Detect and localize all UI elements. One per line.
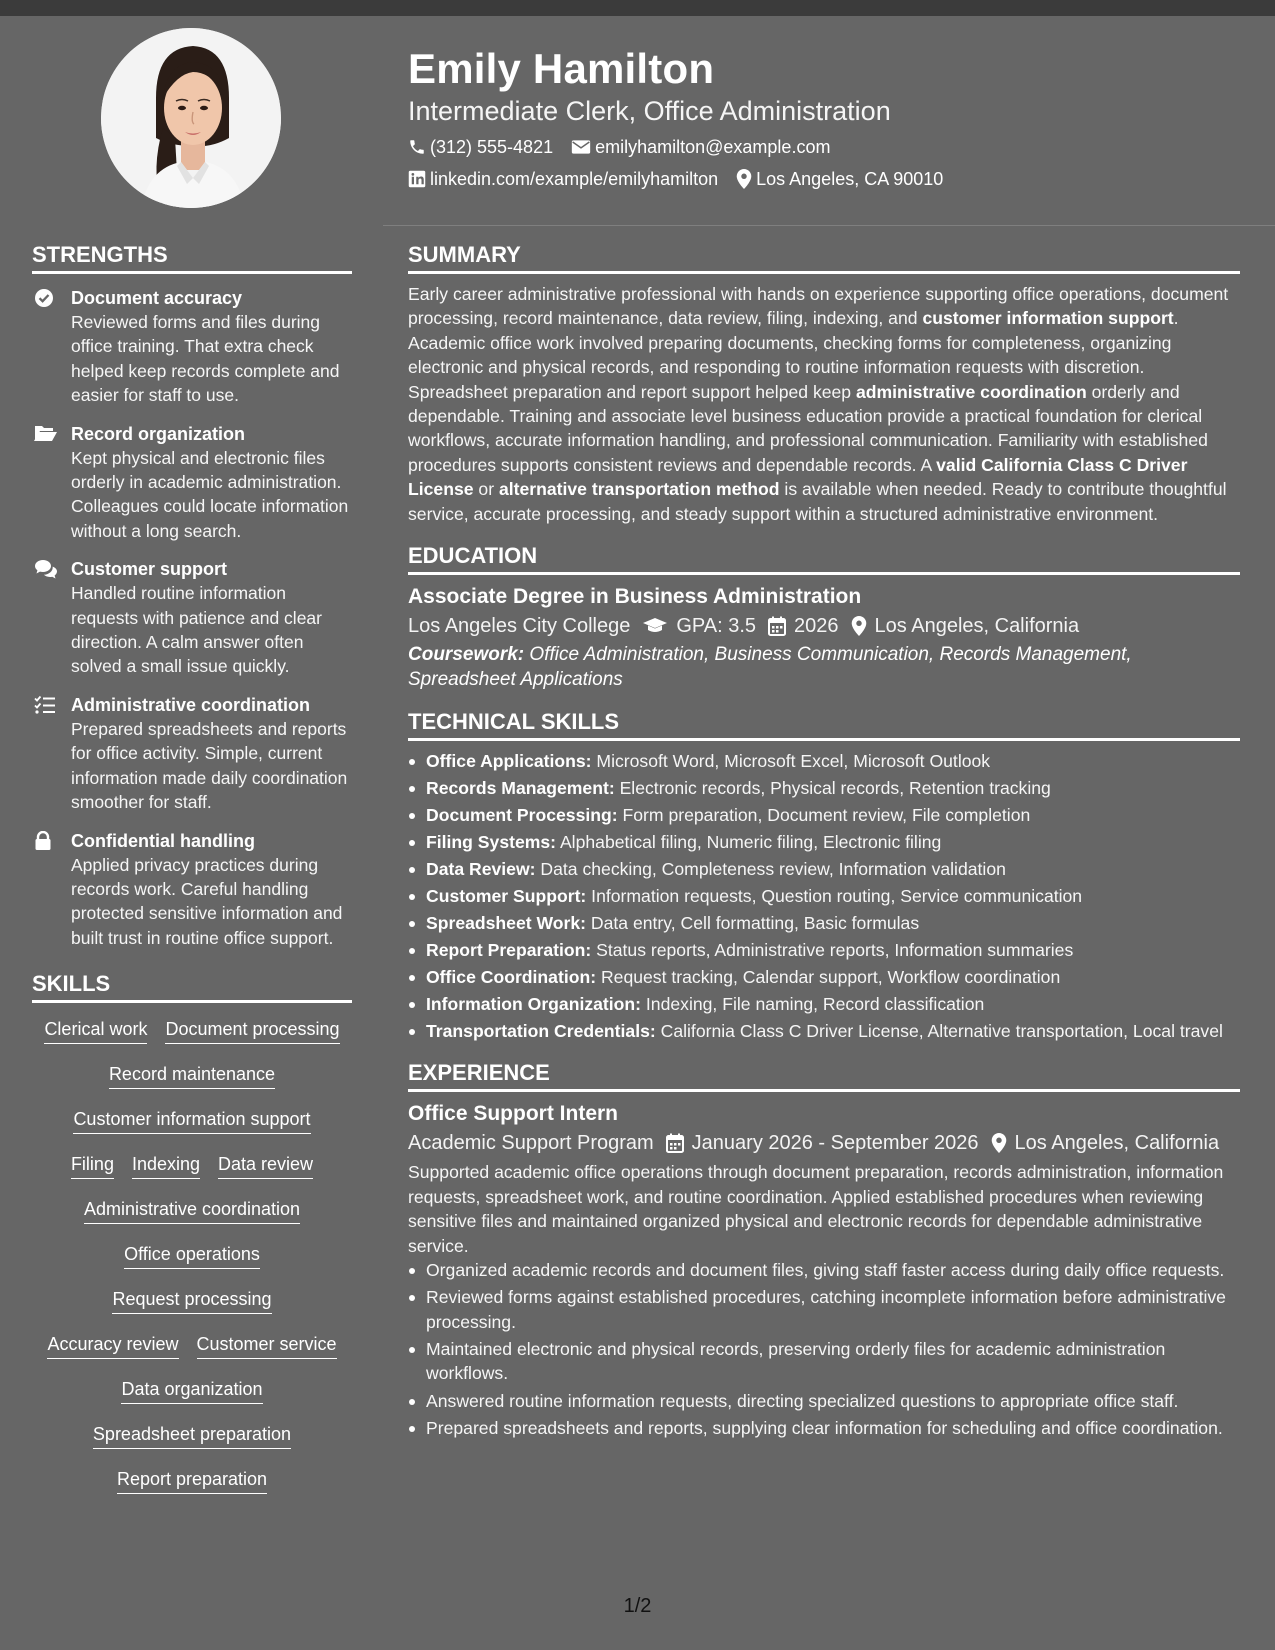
- strength-text: Reviewed forms and files during office training. That extra check helped keep records complete and easier for staff to use.: [71, 312, 340, 406]
- skills-rule: [32, 1000, 352, 1003]
- list-item: [408, 1019, 1240, 1043]
- gpa-text: GPA: 3.5: [676, 615, 757, 638]
- strength-title: Confidential handling: [71, 830, 255, 851]
- linkedin-contact[interactable]: [408, 167, 718, 191]
- skill-values: Data checking, Completeness review, Information validation: [535, 859, 1006, 880]
- skill-category: Data Review:: [426, 859, 536, 880]
- skill-tag: Document processing: [165, 1017, 339, 1044]
- list-item: [408, 857, 1240, 881]
- employment-dates: January 2026 - September 2026: [691, 1132, 979, 1155]
- location-contact: [736, 167, 943, 191]
- experience-location-item: [991, 1128, 1220, 1158]
- contact-row-2: [408, 167, 1228, 191]
- list-item: Reviewed forms against established procedures, catching incomplete information before administrative processing.: [408, 1285, 1240, 1334]
- list-item: [408, 749, 1240, 773]
- skill-row: [32, 1242, 352, 1274]
- skill-category: Filing Systems:: [426, 832, 557, 853]
- profile-photo: [101, 28, 281, 208]
- skill-row: [32, 1467, 352, 1499]
- strengths-section: [32, 241, 352, 950]
- skill-tag: Request processing: [112, 1287, 271, 1314]
- skill-tag: Administrative coordination: [84, 1197, 300, 1224]
- summary-segment: is available when needed. Ready to contribute thoughtful service, accurate processing, and steady support within a structured administrative environment.: [408, 479, 1227, 524]
- strength-title: Document accuracy: [71, 288, 243, 308]
- skill-values: Request tracking, Calendar support, Workflow coordination: [596, 967, 1061, 988]
- lock-icon: [34, 831, 52, 851]
- skill-category: Office Applications:: [426, 751, 592, 772]
- strength-text: Applied privacy practices during records work. Careful handling protected sensitive information and built trust in routine office support.: [71, 854, 343, 948]
- coursework-list: Office Administration, Business Communication, Records Management, Spreadsheet Applications: [408, 644, 1132, 690]
- list-item: [408, 830, 1240, 854]
- education-section: [408, 542, 1240, 692]
- skill-row: [32, 1287, 352, 1319]
- coursework-label: Coursework:: [408, 644, 525, 666]
- gpa-item: [642, 611, 756, 641]
- list-item: [408, 992, 1240, 1016]
- list-item: [408, 911, 1240, 935]
- skill-values: Data entry, Cell formatting, Basic formulas: [586, 913, 920, 934]
- strength-item: [32, 286, 352, 408]
- map-pin-icon: [991, 1133, 1007, 1153]
- skill-tag: Filing: [71, 1152, 114, 1179]
- linkedin-icon: [408, 170, 426, 188]
- map-pin-icon: [736, 169, 752, 189]
- skill-tag: Indexing: [132, 1152, 200, 1179]
- summary-keyword: customer information support: [922, 308, 1174, 329]
- strength-item: [32, 557, 352, 679]
- skill-category: Document Processing:: [426, 805, 618, 826]
- list-item: Prepared spreadsheets and reports, supplying clear information for scheduling and office coordination.: [408, 1416, 1240, 1440]
- list-item: [408, 965, 1240, 989]
- education-heading: EDUCATION: [408, 543, 538, 569]
- email-contact[interactable]: [571, 135, 830, 159]
- skills-section: [32, 970, 352, 1499]
- coursework: [408, 643, 1240, 692]
- header-divider: [383, 225, 1275, 226]
- skill-category: Transportation Credentials:: [426, 1021, 656, 1042]
- education-location: Los Angeles, California: [874, 615, 1080, 638]
- map-pin-icon: [851, 616, 867, 636]
- candidate-title: Intermediate Clerk, Office Administration: [408, 96, 891, 126]
- strength-title: Record organization: [71, 423, 246, 444]
- skill-row: [32, 1107, 352, 1139]
- skill-values: Status reports, Administrative reports, Information summaries: [591, 940, 1074, 961]
- strength-title: Administrative coordination: [71, 694, 311, 715]
- top-bar: [0, 0, 1275, 16]
- education-meta: [408, 611, 1240, 641]
- experience-rule: [408, 1089, 1240, 1092]
- organization-name: Academic Support Program: [408, 1132, 654, 1155]
- skill-category: Records Management:: [426, 778, 615, 799]
- experience-heading: EXPERIENCE: [408, 1060, 550, 1086]
- comments-icon: [34, 559, 58, 579]
- strength-item: [32, 693, 352, 815]
- location-text: Los Angeles, CA 90010: [756, 169, 944, 189]
- linkedin-url: linkedin.com/example/emilyhamilton: [430, 169, 719, 189]
- strength-title: Customer support: [71, 559, 228, 580]
- strength-item: [32, 422, 352, 544]
- summary-segment: Early career administrative professional with hands on experience supporting office operations, document processing, record maintenance, data review, filing, indexing, and: [408, 284, 1229, 329]
- technical-skills-list: [408, 749, 1240, 1043]
- summary-segment: or: [473, 479, 499, 500]
- technical-skills-heading: TECHNICAL SKILLS: [408, 709, 620, 735]
- skill-category: Spreadsheet Work:: [426, 913, 587, 934]
- strengths-rule: [32, 271, 352, 274]
- skill-row: [32, 1197, 352, 1229]
- list-item: [408, 884, 1240, 908]
- job-title: Office Support Intern: [408, 1102, 618, 1126]
- graduation-cap-icon: [642, 617, 668, 635]
- skill-tag: Data review: [218, 1152, 313, 1179]
- page-number: 1/2: [623, 1595, 652, 1617]
- skill-tag: Clerical work: [44, 1017, 147, 1044]
- summary-rule: [408, 271, 1240, 274]
- summary-heading: SUMMARY: [408, 242, 521, 267]
- skill-tag: Spreadsheet preparation: [93, 1422, 291, 1449]
- strength-item: [32, 829, 352, 951]
- skill-tag: Record maintenance: [109, 1062, 275, 1089]
- calendar-icon: [768, 616, 786, 636]
- list-check-icon: [34, 695, 56, 715]
- summary-segment: orderly and dependable. Training and associate level business education provide a practical foundation for clerical workflows, accurate information handling, and professional communication. Familiarity with established procedures supports consistent reviews and dependable records. A: [408, 381, 1208, 475]
- summary-keyword: valid California Class C Driver License: [408, 454, 1188, 500]
- skill-tag: Customer service: [197, 1332, 337, 1359]
- skill-values: Information requests, Question routing, Service communication: [586, 886, 1083, 907]
- skill-values: Indexing, File naming, Record classification: [641, 994, 985, 1015]
- skill-tags: [32, 1017, 352, 1499]
- envelope-icon: [571, 138, 591, 156]
- skill-row: [32, 1377, 352, 1409]
- phone-icon: [408, 138, 426, 156]
- skill-tag: Report preparation: [117, 1467, 267, 1494]
- experience-meta: [408, 1128, 1240, 1158]
- strength-text: Handled routine information requests with patience and clear direction. A calm answer often solved a small issue quickly.: [71, 583, 322, 677]
- skill-category: Report Preparation:: [426, 940, 592, 961]
- experience-bullets: [408, 1258, 1240, 1440]
- skill-row: [32, 1017, 352, 1049]
- skill-tag: Customer information support: [73, 1107, 310, 1134]
- skill-category: Office Coordination:: [426, 967, 597, 988]
- degree-title: Associate Degree in Business Administration: [408, 585, 862, 609]
- left-column: [32, 241, 352, 1512]
- list-item: [408, 803, 1240, 827]
- list-item: Organized academic records and document files, giving staff faster access during daily office requests.: [408, 1258, 1240, 1282]
- skill-values: California Class C Driver License, Alternative transportation, Local travel: [655, 1021, 1223, 1042]
- school-name: Los Angeles City College: [408, 615, 631, 638]
- experience-location: Los Angeles, California: [1014, 1132, 1220, 1155]
- summary-text: [408, 282, 1240, 526]
- summary-section: [408, 241, 1240, 526]
- education-rule: [408, 572, 1240, 575]
- calendar-icon: [666, 1133, 684, 1153]
- skill-row: [32, 1062, 352, 1094]
- candidate-name: Emily Hamilton: [408, 45, 715, 92]
- list-item: [408, 776, 1240, 800]
- list-item: [408, 938, 1240, 962]
- skill-tag: Data organization: [121, 1377, 262, 1404]
- skill-category: Information Organization:: [426, 994, 642, 1015]
- skill-values: Microsoft Word, Microsoft Excel, Microsoft Outlook: [591, 751, 991, 772]
- skill-values: Alphabetical filing, Numeric filing, Electronic filing: [556, 832, 942, 853]
- technical-skills-section: [408, 708, 1240, 1043]
- phone-number: (312) 555-4821: [430, 137, 554, 157]
- phone-contact[interactable]: [408, 135, 553, 159]
- list-item: Answered routine information requests, directing specialized questions to appropriate office staff.: [408, 1389, 1240, 1413]
- skill-row: [32, 1422, 352, 1454]
- summary-keyword: administrative coordination: [855, 381, 1087, 402]
- summary-keyword: alternative transportation method: [498, 479, 780, 500]
- skill-tag: Office operations: [124, 1242, 260, 1269]
- strength-text: Prepared spreadsheets and reports for office activity. Simple, current information made daily coordination smoother for staff.: [71, 718, 348, 813]
- right-column: [408, 241, 1240, 1443]
- strength-text: Kept physical and electronic files orderly in academic administration. Colleagues could locate information without a long search.: [71, 447, 349, 541]
- folder-open-icon: [34, 424, 58, 442]
- skill-category: Customer Support:: [426, 886, 587, 907]
- dates-item: [666, 1128, 979, 1158]
- email-address: emilyhamilton@example.com: [595, 137, 831, 157]
- skill-values: Electronic records, Physical records, Retention tracking: [614, 778, 1051, 799]
- graduation-year: 2026: [794, 615, 839, 638]
- list-item: Maintained electronic and physical records, preserving orderly files for academic administration workflows.: [408, 1337, 1240, 1386]
- experience-section: [408, 1059, 1240, 1440]
- experience-description: Supported academic office operations through document preparation, records administration, information requests, spreadsheet work, and routine coordination. Applied established procedures when reviewing sensitive files and maintained organized physical and electronic records for dependable administrative service.: [408, 1162, 1224, 1256]
- summary-segment: . Academic office work involved preparing documents, checking forms for completeness, organizing electronic and physical records, and responding to routine information requests with discretion. Spreadsheet preparation and report support helped keep: [408, 308, 1179, 402]
- skills-heading: SKILLS: [32, 971, 111, 997]
- strengths-heading: STRENGTHS: [32, 242, 168, 267]
- portrait-illustration: [101, 28, 281, 208]
- skill-tag: Accuracy review: [47, 1332, 178, 1359]
- education-location-item: [851, 611, 1080, 641]
- technical-skills-rule: [408, 738, 1240, 741]
- resume-header: [408, 44, 1228, 191]
- skill-row: [32, 1332, 352, 1364]
- skill-row: [32, 1152, 352, 1184]
- skill-values: Form preparation, Document review, File completion: [617, 805, 1031, 826]
- check-circle-icon: [34, 288, 54, 308]
- contact-row-1: [408, 135, 1228, 159]
- year-item: [768, 611, 839, 641]
